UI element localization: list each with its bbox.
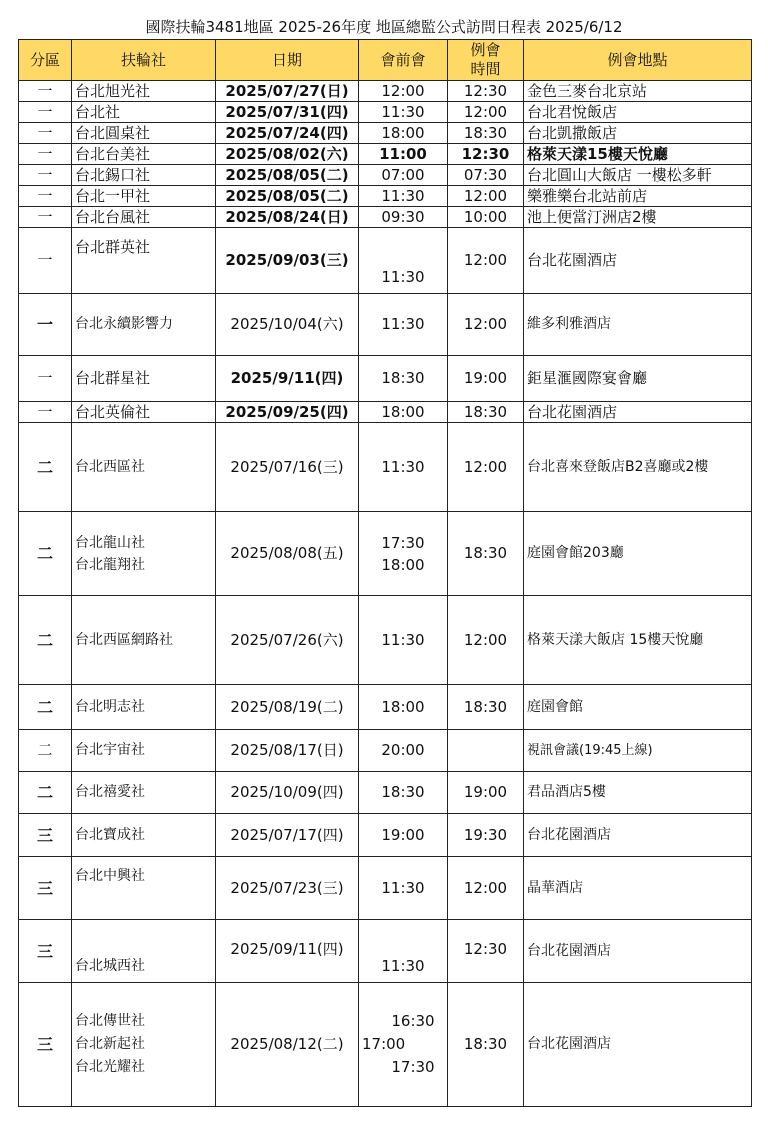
cell-pre-meeting: 18:00 xyxy=(359,685,448,730)
cell-pre-meeting: 18:00 xyxy=(359,402,448,423)
cell-club xyxy=(72,512,216,596)
table-row xyxy=(19,685,752,730)
cell-date: 2025/08/24(日) xyxy=(216,207,359,228)
cell-venue: 台北花園酒店 xyxy=(524,228,752,294)
cell-venue: 池上便當汀洲店2樓 xyxy=(524,207,752,228)
cell-date: 2025/08/17(日) xyxy=(216,730,359,772)
cell-date: 2025/10/04(六) xyxy=(216,294,359,356)
cell-club: 台北旭光社 xyxy=(72,81,216,102)
cell-club-line: 台北龍翔社 xyxy=(75,556,145,573)
cell-division: 一 xyxy=(19,81,72,102)
cell-meeting-time: 18:30 xyxy=(448,512,524,596)
cell-club: 台北城西社 xyxy=(72,920,216,983)
cell-club-line: 台北新起社 xyxy=(75,1036,145,1052)
cell-pre-meeting: 11:30 xyxy=(359,228,448,294)
table-row xyxy=(19,294,752,356)
cell-date: 2025/07/17(四) xyxy=(216,814,359,857)
cell-pre-meeting: 18:00 xyxy=(359,123,448,144)
cell-club: 台北英倫社 xyxy=(72,402,216,423)
cell-meeting-time: 12:00 xyxy=(448,294,524,356)
cell-date: 2025/09/25(四) xyxy=(216,402,359,423)
header-division: 分區 xyxy=(19,40,72,81)
cell-pre-meeting-line: 17:30 xyxy=(381,533,425,552)
table-header-row xyxy=(19,40,752,81)
table-row xyxy=(19,165,752,186)
cell-pre-meeting: 11:30 xyxy=(359,186,448,207)
cell-division: 三 xyxy=(19,920,72,983)
table-row xyxy=(19,423,752,512)
cell-meeting-time: 12:00 xyxy=(448,228,524,294)
cell-meeting-time: 12:30 xyxy=(448,144,524,165)
table-row xyxy=(19,123,752,144)
cell-venue: 格萊天漾15樓天悅廳 xyxy=(524,144,752,165)
cell-meeting-time: 19:30 xyxy=(448,814,524,857)
cell-club: 台北禧愛社 xyxy=(72,772,216,814)
cell-pre-meeting: 07:00 xyxy=(359,165,448,186)
cell-club: 台北宇宙社 xyxy=(72,730,216,772)
cell-pre-meeting: 20:00 xyxy=(359,730,448,772)
cell-pre-meeting: 12:00 xyxy=(359,81,448,102)
cell-club: 台北一甲社 xyxy=(72,186,216,207)
table-row xyxy=(19,356,752,402)
cell-date: 2025/07/24(四) xyxy=(216,123,359,144)
table-row xyxy=(19,857,752,920)
cell-pre-meeting: 19:00 xyxy=(359,814,448,857)
cell-date: 2025/08/08(五) xyxy=(216,512,359,596)
cell-division: 一 xyxy=(19,356,72,402)
cell-club-line: 台北傳世社 xyxy=(75,1013,145,1029)
cell-meeting-time: 12:00 xyxy=(448,596,524,685)
cell-division: 一 xyxy=(19,294,72,356)
cell-venue: 視訊會議(19:45上線) xyxy=(524,730,752,772)
cell-venue: 庭園會館 xyxy=(524,685,752,730)
cell-pre-meeting: 11:30 xyxy=(359,102,448,123)
cell-pre-meeting: 18:30 xyxy=(359,772,448,814)
cell-division: 一 xyxy=(19,144,72,165)
cell-venue: 格萊天漾大飯店 15樓天悅廳 xyxy=(524,596,752,685)
cell-club: 台北中興社 xyxy=(72,857,216,920)
table-row xyxy=(19,402,752,423)
cell-division: 二 xyxy=(19,730,72,772)
cell-venue: 台北圓山大飯店 一樓松多軒 xyxy=(524,165,752,186)
cell-division: 三 xyxy=(19,814,72,857)
cell-date: 2025/08/05(二) xyxy=(216,165,359,186)
cell-date: 2025/08/19(二) xyxy=(216,685,359,730)
cell-venue: 維多利雅酒店 xyxy=(524,294,752,356)
cell-division: 一 xyxy=(19,228,72,294)
cell-date: 2025/07/16(三) xyxy=(216,423,359,512)
cell-date: 2025/9/11(四) xyxy=(216,356,359,402)
cell-division: 一 xyxy=(19,207,72,228)
cell-pre-meeting-line: 17:30 xyxy=(391,1058,435,1076)
cell-venue: 台北君悅飯店 xyxy=(524,102,752,123)
cell-meeting-time: 12:30 xyxy=(448,81,524,102)
cell-meeting-time: 18:30 xyxy=(448,983,524,1107)
cell-club: 台北台美社 xyxy=(72,144,216,165)
cell-date: 2025/09/11(四) xyxy=(216,920,359,983)
cell-venue: 台北花園酒店 xyxy=(524,983,752,1107)
cell-division: 一 xyxy=(19,123,72,144)
cell-meeting-time: 12:00 xyxy=(448,857,524,920)
cell-date: 2025/09/03(三) xyxy=(216,228,359,294)
cell-pre-meeting xyxy=(359,983,448,1107)
cell-meeting-time: 18:30 xyxy=(448,685,524,730)
cell-club: 台北永續影響力 xyxy=(72,294,216,356)
cell-venue: 台北花園酒店 xyxy=(524,814,752,857)
cell-date: 2025/10/09(四) xyxy=(216,772,359,814)
cell-club: 台北寶成社 xyxy=(72,814,216,857)
cell-pre-meeting: 11:30 xyxy=(359,920,448,983)
cell-division: 三 xyxy=(19,857,72,920)
cell-meeting-time: 07:30 xyxy=(448,165,524,186)
cell-division: 一 xyxy=(19,165,72,186)
cell-pre-meeting: 11:30 xyxy=(359,857,448,920)
cell-division: 二 xyxy=(19,423,72,512)
cell-club: 台北明志社 xyxy=(72,685,216,730)
cell-meeting-time: 18:30 xyxy=(448,123,524,144)
cell-club: 台北群星社 xyxy=(72,356,216,402)
cell-pre-meeting xyxy=(359,512,448,596)
header-meeting-time-line1: 例會 xyxy=(470,41,501,59)
cell-date: 2025/07/23(三) xyxy=(216,857,359,920)
header-meeting-time xyxy=(448,40,524,81)
table-row xyxy=(19,983,752,1107)
header-meeting-time-line2: 時間 xyxy=(470,60,501,78)
cell-meeting-time: 19:00 xyxy=(448,772,524,814)
cell-club-line: 台北光耀社 xyxy=(75,1059,145,1075)
cell-venue: 鉅星滙國際宴會廳 xyxy=(524,356,752,402)
cell-meeting-time: 12:00 xyxy=(448,186,524,207)
table-row xyxy=(19,596,752,685)
cell-meeting-time: 18:30 xyxy=(448,402,524,423)
cell-venue: 庭園會館203廳 xyxy=(524,512,752,596)
cell-date: 2025/07/31(四) xyxy=(216,102,359,123)
table-row xyxy=(19,228,752,294)
cell-venue: 台北喜來登飯店B2喜廳或2樓 xyxy=(524,423,752,512)
cell-division: 二 xyxy=(19,596,72,685)
cell-division: 三 xyxy=(19,983,72,1107)
cell-pre-meeting-line: 17:00 xyxy=(362,1035,406,1053)
cell-division: 一 xyxy=(19,402,72,423)
cell-pre-meeting: 11:00 xyxy=(359,144,448,165)
cell-club: 台北台風社 xyxy=(72,207,216,228)
table-row xyxy=(19,81,752,102)
cell-venue: 台北花園酒店 xyxy=(524,920,752,983)
cell-date: 2025/08/05(二) xyxy=(216,186,359,207)
cell-venue: 金色三麥台北京站 xyxy=(524,81,752,102)
cell-club-line: 台北龍山社 xyxy=(75,534,145,551)
cell-meeting-time: 19:00 xyxy=(448,356,524,402)
cell-pre-meeting-line: 18:00 xyxy=(381,555,425,574)
cell-pre-meeting: 11:30 xyxy=(359,294,448,356)
cell-pre-meeting: 11:30 xyxy=(359,423,448,512)
cell-date: 2025/07/26(六) xyxy=(216,596,359,685)
cell-division: 一 xyxy=(19,102,72,123)
cell-meeting-time: 12:30 xyxy=(448,920,524,983)
cell-venue: 君品酒店5樓 xyxy=(524,772,752,814)
cell-club: 台北錫口社 xyxy=(72,165,216,186)
cell-venue: 台北花園酒店 xyxy=(524,402,752,423)
cell-meeting-time xyxy=(448,730,524,772)
cell-club xyxy=(72,983,216,1107)
cell-pre-meeting: 11:30 xyxy=(359,596,448,685)
cell-club: 台北西區社 xyxy=(72,423,216,512)
cell-venue: 台北凱撒飯店 xyxy=(524,123,752,144)
table-row xyxy=(19,730,752,772)
table-row xyxy=(19,102,752,123)
header-venue: 例會地點 xyxy=(524,40,752,81)
cell-club: 台北社 xyxy=(72,102,216,123)
cell-club: 台北圓桌社 xyxy=(72,123,216,144)
cell-date: 2025/07/27(日) xyxy=(216,81,359,102)
cell-division: 一 xyxy=(19,186,72,207)
header-club: 扶輪社 xyxy=(72,40,216,81)
cell-date: 2025/08/12(二) xyxy=(216,983,359,1107)
cell-division: 二 xyxy=(19,685,72,730)
cell-division: 二 xyxy=(19,512,72,596)
header-date: 日期 xyxy=(216,40,359,81)
header-pre-meeting: 會前會 xyxy=(359,40,448,81)
table-row xyxy=(19,512,752,596)
page-title: 國際扶輪3481地區 2025-26年度 地區總監公式訪問日程表 2025/6/12 xyxy=(145,18,623,36)
cell-meeting-time: 10:00 xyxy=(448,207,524,228)
table-row xyxy=(19,920,752,983)
cell-meeting-time: 12:00 xyxy=(448,102,524,123)
schedule-table xyxy=(18,39,752,1107)
table-row xyxy=(19,144,752,165)
table-row xyxy=(19,814,752,857)
cell-venue: 晶華酒店 xyxy=(524,857,752,920)
cell-club: 台北西區網路社 xyxy=(72,596,216,685)
cell-date: 2025/08/02(六) xyxy=(216,144,359,165)
table-row xyxy=(19,772,752,814)
cell-pre-meeting: 09:30 xyxy=(359,207,448,228)
cell-club: 台北群英社 xyxy=(72,228,216,294)
cell-pre-meeting-line: 16:30 xyxy=(391,1012,435,1030)
table-row xyxy=(19,186,752,207)
cell-meeting-time: 12:00 xyxy=(448,423,524,512)
cell-pre-meeting: 18:30 xyxy=(359,356,448,402)
cell-division: 二 xyxy=(19,772,72,814)
cell-venue: 樂雅樂台北站前店 xyxy=(524,186,752,207)
table-row xyxy=(19,207,752,228)
